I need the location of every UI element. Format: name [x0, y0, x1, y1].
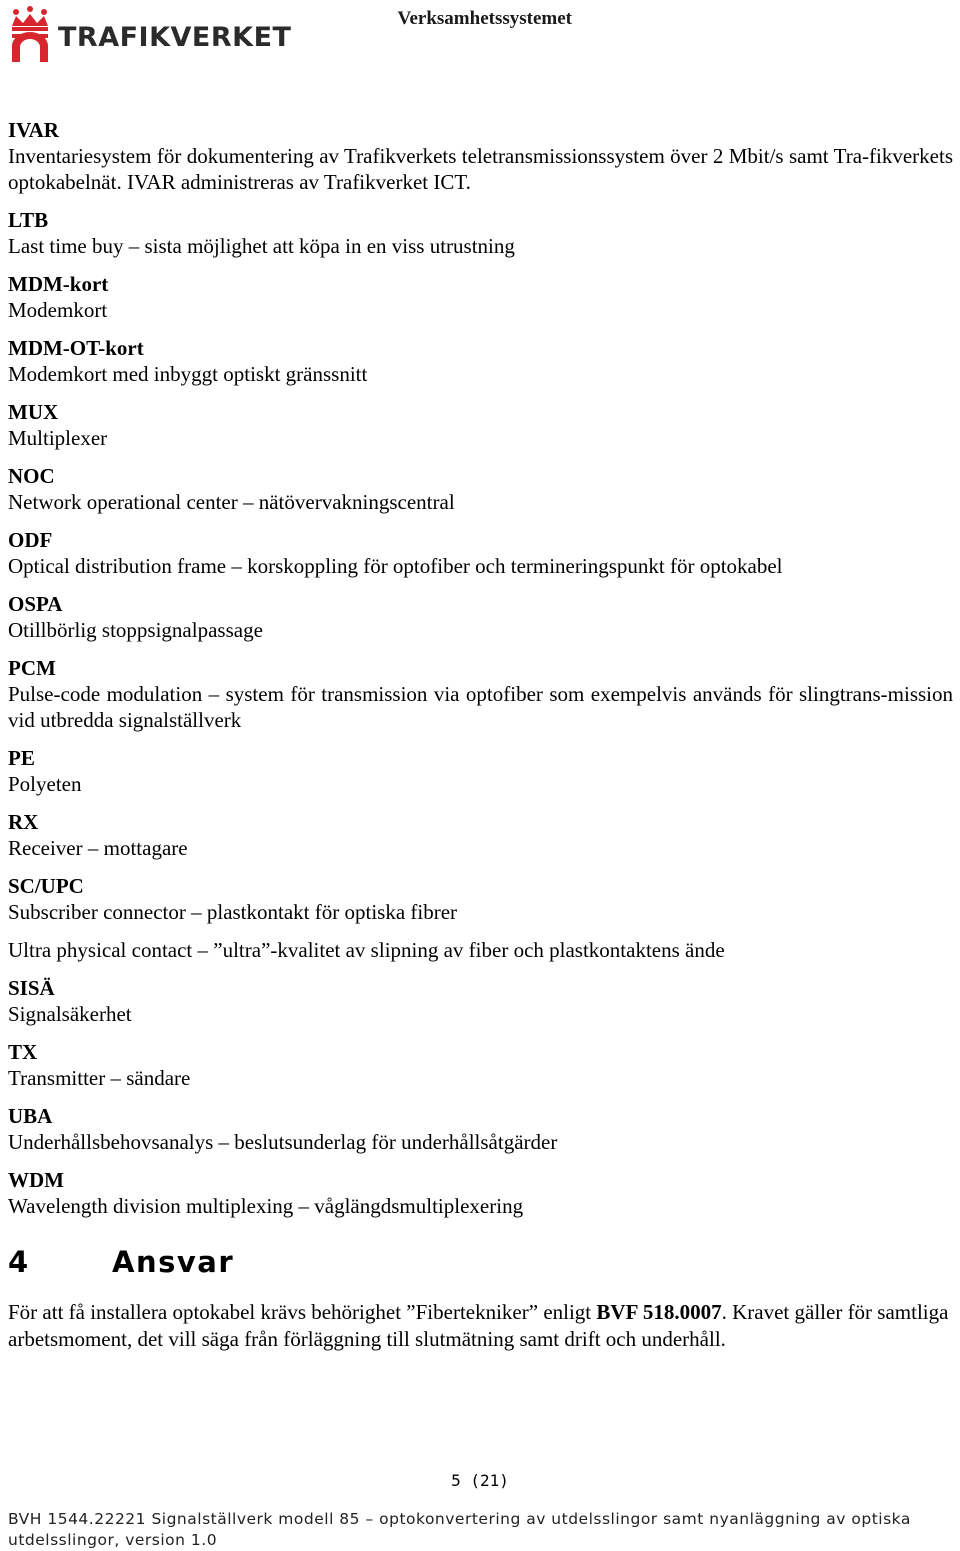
glossary-term: WDM — [8, 1168, 64, 1192]
logo-wordmark: TRAFIKVERKET — [58, 21, 292, 53]
glossary-term: TX — [8, 1040, 38, 1064]
glossary-term: SISÄ — [8, 976, 55, 1000]
glossary-desc: Inventariesystem för dokumentering av Trafikverkets teletransmissionssystem över 2 Mbit/s samt Tra-fikverkets optokabelnät. IVAR administreras av Trafikverket ICT. — [8, 144, 953, 194]
page-footer: BVH 1544.22221 Signalställverk modell 85 – optokonvertering av utdelsslingor samt nyanläggning av optiska utdelsslingor, version 1.0 — [8, 1510, 911, 1549]
glossary-entry — [8, 463, 953, 515]
glossary-term: IVAR — [8, 118, 59, 142]
crown-logo-icon — [8, 6, 52, 62]
glossary-entry — [8, 745, 953, 797]
glossary-entry — [8, 1103, 953, 1155]
glossary-term: MUX — [8, 400, 59, 424]
glossary-desc: Optical distribution frame – korskoppling för optofiber och termineringspunkt för optokabel — [8, 554, 783, 578]
glossary-desc: Network operational center – nätövervakningscentral — [8, 490, 455, 514]
glossary-desc: Multiplexer — [8, 426, 108, 450]
glossary-desc: Ultra physical contact – ”ultra”-kvalitet av slipning av fiber och plastkontaktens ände — [8, 938, 725, 962]
glossary-desc: Modemkort med inbyggt optiskt gränssnitt — [8, 362, 368, 386]
glossary-entry — [8, 1167, 953, 1219]
glossary-term: NOC — [8, 464, 55, 488]
glossary-entry — [8, 335, 953, 387]
paragraph-reference: BVF 518.0007 — [596, 1300, 722, 1324]
glossary-desc: Pulse-code modulation – system för transmission via optofiber som exempelvis används för slingtrans-mission vid utbredda signalställverk — [8, 682, 953, 732]
glossary-desc: Subscriber connector – plastkontakt för optiska fibrer — [8, 900, 458, 924]
glossary-entry — [8, 937, 953, 963]
glossary-desc: Modemkort — [8, 298, 108, 322]
glossary-entry — [8, 207, 953, 259]
paragraph-text: För att få installera optokabel krävs behörighet ”Fibertekniker” enligt — [8, 1300, 597, 1324]
glossary-content — [8, 117, 953, 1353]
glossary-entry — [8, 975, 953, 1027]
glossary-term: ODF — [8, 528, 53, 552]
glossary-desc: Receiver – mottagare — [8, 836, 188, 860]
glossary-entry — [8, 1039, 953, 1091]
glossary-term: MDM-kort — [8, 272, 109, 296]
glossary-desc: Polyeten — [8, 772, 82, 796]
glossary-term: SC/UPC — [8, 874, 84, 898]
page-header — [0, 0, 960, 70]
section-title: Ansvar — [112, 1245, 235, 1279]
glossary-entry — [8, 655, 953, 733]
glossary-desc: Last time buy – sista möjlighet att köpa in en viss utrustning — [8, 234, 515, 258]
glossary-term: PE — [8, 746, 35, 770]
glossary-desc: Underhållsbehovsanalys – beslutsunderlag för underhållsåtgärder — [8, 1130, 558, 1154]
glossary-entry — [8, 399, 953, 451]
glossary-term: OSPA — [8, 592, 63, 616]
glossary-desc: Wavelength division multiplexing – våglängdsmultiplexering — [8, 1194, 524, 1218]
glossary-term: PCM — [8, 656, 56, 680]
glossary-entry — [8, 271, 953, 323]
glossary-entry — [8, 809, 953, 861]
page-number: 5 (21) — [451, 1471, 509, 1490]
trafikverket-logo — [8, 6, 291, 62]
section-heading — [8, 1245, 953, 1279]
glossary-entry — [8, 527, 953, 579]
glossary-desc: Transmitter – sändare — [8, 1066, 191, 1090]
glossary-entry — [8, 117, 953, 195]
glossary-term: LTB — [8, 208, 49, 232]
header-title: Verksamhetssystemet — [397, 8, 572, 29]
paragraph-text: . Kravet gäller för samtliga arbetsmoment, det vill säga från förläggning till slutmätning samt drift och underhåll. — [8, 1300, 949, 1351]
glossary-entry — [8, 591, 953, 643]
glossary-term: RX — [8, 810, 39, 834]
section-paragraph — [8, 1299, 953, 1353]
glossary-term: UBA — [8, 1104, 53, 1128]
glossary-entry — [8, 873, 953, 925]
glossary-desc: Otillbörlig stoppsignalpassage — [8, 618, 263, 642]
section-number: 4 — [8, 1245, 30, 1279]
glossary-term: MDM-OT-kort — [8, 336, 144, 360]
glossary-desc: Signalsäkerhet — [8, 1002, 132, 1026]
